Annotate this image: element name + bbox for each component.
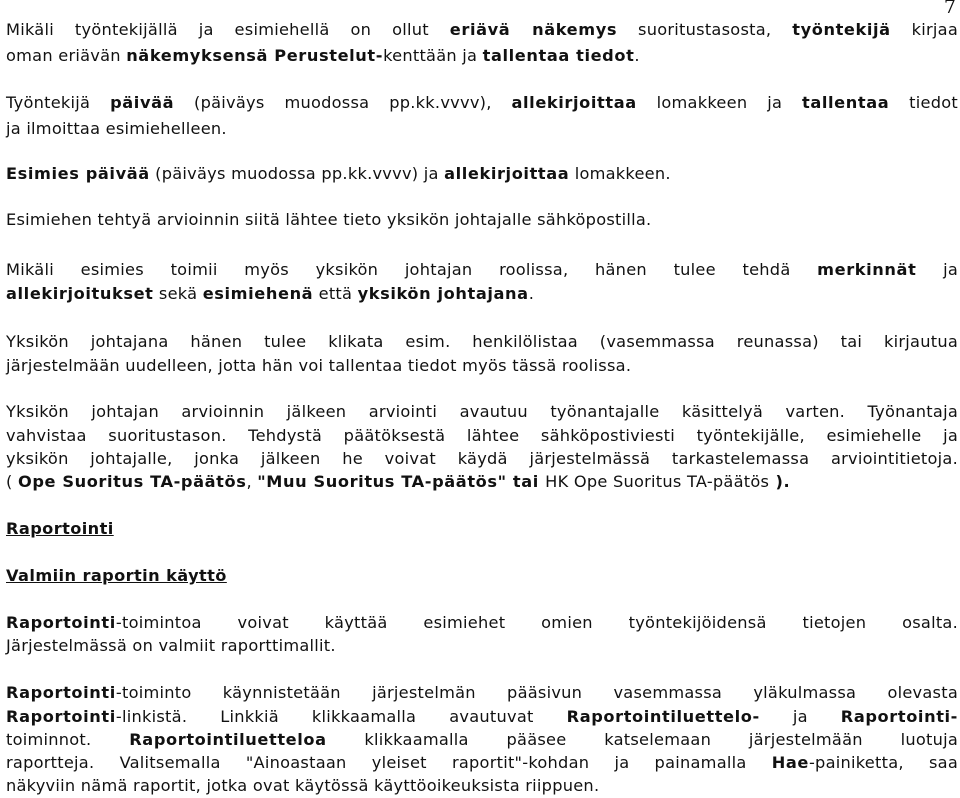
paragraph-line: ja ilmoittaa esimiehelleen.	[6, 119, 227, 138]
paragraph-line: toiminnot. Raportointiluetteloa klikkaamalla pääsee katselemaan järjestelmään luotuja	[6, 730, 959, 749]
section-heading: Raportointi	[6, 519, 114, 538]
paragraph-line: Järjestelmässä on valmiit raporttimallit.	[6, 636, 336, 655]
paragraph-line: Raportointi-linkistä. Linkkiä klikkaamalla avautuvat Raportointiluettelo- ja Raportointi-	[6, 707, 958, 726]
page-number: 7	[943, 0, 956, 18]
paragraph-line: allekirjoitukset sekä esimiehenä että yksikön johtajana.	[6, 284, 535, 303]
paragraph-line: järjestelmään uudelleen, jotta hän voi tallentaa tiedot myös tässä roolissa.	[6, 356, 632, 375]
paragraph-line: oman eriävän näkemyksensä Perustelut-kenttään ja tallentaa tiedot.	[6, 46, 640, 65]
paragraph-line: Yksikön johtajana hänen tulee klikata esim. henkilölistaa (vasemmassa reunassa) tai kirjautua	[6, 332, 958, 351]
paragraph-line: raportteja. Valitsemalla "Ainoastaan yleiset raportit"-kohdan ja painamalla Hae-painiketta, saa	[6, 753, 958, 772]
paragraph-line: vahvistaa suoritustason. Tehdystä päätöksestä lähtee sähköpostiviesti työntekijälle, esimiehelle ja	[6, 426, 958, 445]
paragraph-line: Esimies päivää (päiväys muodossa pp.kk.vvvv) ja allekirjoittaa lomakkeen.	[6, 164, 671, 183]
paragraph-line: Yksikön johtajan arvioinnin jälkeen arviointi avautuu työnantajalle käsittelyä varten. Työnantaja	[6, 402, 958, 421]
paragraph-line: yksikön johtajalle, jonka jälkeen he voivat käydä järjestelmässä tarkastelemassa arviointitietoja.	[6, 449, 958, 468]
paragraph-line: Työntekijä päivää (päiväys muodossa pp.kk.vvvv), allekirjoittaa lomakkeen ja tallentaa tiedot	[6, 93, 958, 112]
paragraph-line: Raportointi-toiminto käynnistetään järjestelmän pääsivun vasemmassa yläkulmassa olevasta	[6, 683, 958, 702]
paragraph-line: Esimiehen tehtyä arvioinnin siitä lähtee tieto yksikön johtajalle sähköpostilla.	[6, 210, 652, 229]
paragraph-line: Mikäli esimies toimii myös yksikön johtajan roolissa, hänen tulee tehdä merkinnät ja	[6, 260, 958, 279]
paragraph-line: Raportointi-toimintoa voivat käyttää esimiehet omien työntekijöidensä tietojen osalta.	[6, 613, 958, 632]
paragraph-line: näkyviin nämä raportit, jotka ovat käytössä käyttöoikeuksista riippuen.	[6, 776, 600, 795]
paragraph-line: ( Ope Suoritus TA-päätös, "Muu Suoritus TA-päätös" tai HK Ope Suoritus TA-päätös ).	[6, 472, 791, 491]
paragraph-line: Mikäli työntekijällä ja esimiehellä on ollut eriävä näkemys suoritustasosta, työntekijä kirjaa	[6, 20, 958, 39]
subsection-heading: Valmiin raportin käyttö	[6, 566, 227, 585]
